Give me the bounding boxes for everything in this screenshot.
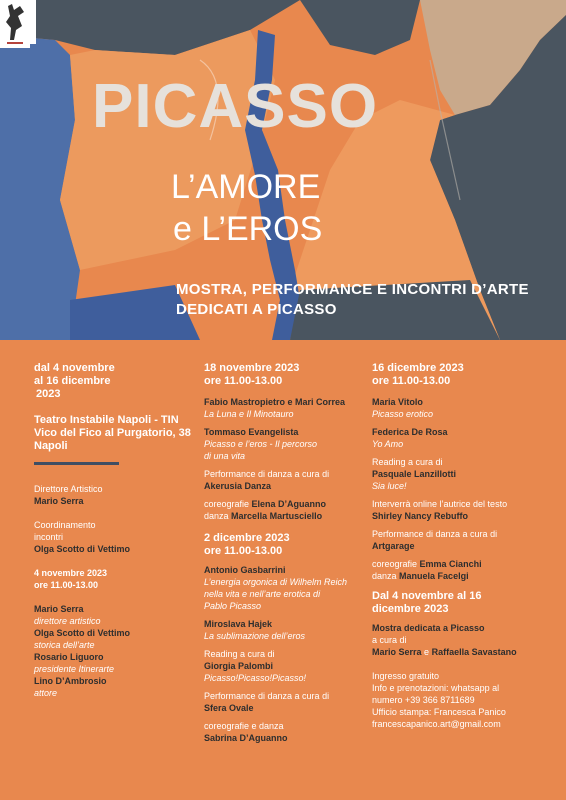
exhibit-dates-line2: dicembre 2023 (372, 603, 449, 615)
exhibit-curated: a cura di (372, 635, 407, 645)
artistic-director-label: Direttore Artistico (34, 484, 103, 494)
dec16-speaker2: Federica De Rosa (372, 427, 448, 437)
tagline-line2: DEDICATI A PICASSO (176, 301, 337, 318)
dec16-reading-title: Sia luce! (372, 481, 407, 491)
tagline-line1: MOSTRA, PERFORMANCE E INCONTRI D’ARTE (176, 281, 529, 298)
dec16-author-name: Shirley Nancy Rebuffo (372, 511, 469, 521)
dec16-time: ore 11.00-13.00 (372, 375, 451, 387)
right-column (372, 362, 537, 730)
left-column (34, 362, 194, 401)
info-line5: francescapanico.art@gmail.com (372, 719, 501, 729)
nov18-speaker2: Tommaso Evangelista (204, 427, 299, 437)
dec2-talk1-line1: L’energia orgonica di Wilhelm Reich (204, 577, 347, 587)
dec2-date: 2 dicembre 2023 (204, 532, 290, 544)
dec16-dancer-label: danza (372, 571, 397, 581)
dec2-choreo-name: Sabrina D’Aguanno (204, 733, 288, 743)
speaker-name: Mario Serra (34, 604, 84, 614)
dec16-dance-label: Performance di danza a cura di (372, 529, 498, 539)
info-line3: numero +39 366 8711689 (372, 695, 475, 705)
artistic-director-name: Mario Serra (34, 496, 84, 506)
middle-column (204, 362, 369, 744)
dec2-talk2: La sublimazione dell’eros (204, 631, 306, 641)
venue-line1: Teatro Instabile Napoli - TIN (34, 414, 179, 426)
dec16-date: 16 dicembre 2023 (372, 362, 464, 374)
speaker-name: Lino D’Ambrosio (34, 676, 107, 686)
nov18-dancer-label: danza (204, 511, 229, 521)
nov18-talk2-line2: di una vita (204, 451, 246, 461)
nov18-time: ore 11.00-13.00 (204, 375, 283, 387)
dec2-dance-name: Sfera Ovale (204, 703, 254, 713)
subtitle-line1: L’AMORE (171, 168, 321, 206)
nov18-talk2-line1: Picasso e l’eros - Il percorso (204, 439, 318, 449)
info-line1: Ingresso gratuito (372, 671, 440, 681)
hero-artwork (0, 0, 566, 340)
dec16-talk2: Yo Amo (372, 439, 404, 449)
speaker-name: Rosario Liguoro (34, 652, 104, 662)
nov18-choreo-label: coreografie (204, 499, 250, 509)
dec2-talk1-line2: nella vita e nell’arte erotica di (204, 589, 321, 599)
exhibit-curator1: Mario Serra (372, 647, 422, 657)
dates-line2: al 16 dicembre (34, 375, 111, 387)
dec2-speaker1: Antonio Gasbarrini (204, 565, 286, 575)
dec2-talk1-line3: Pablo Picasso (204, 601, 262, 611)
credits-block (34, 483, 204, 699)
event-time: ore 11.00-13.00 (34, 580, 99, 590)
dec2-time: ore 11.00-13.00 (204, 545, 283, 557)
dec2-reading-label: Reading a cura di (204, 649, 275, 659)
coordination-name: Olga Scotto di Vettimo (34, 544, 131, 554)
dec2-reading-title: Picasso!Picasso!Picasso! (204, 673, 307, 683)
venue-line3: Napoli (34, 440, 68, 452)
dec16-choreo-name: Emma Cianchi (419, 559, 482, 569)
venue-line2: Vico del Fico al Purgatorio, 38 (34, 427, 191, 439)
speaker-name: Olga Scotto di Vettimo (34, 628, 131, 638)
exhibit-title: Mostra dedicata a Picasso (372, 623, 485, 633)
nov18-speaker1: Fabio Mastropietro e Mari Correa (204, 397, 346, 407)
dec2-reading-name: Giorgia Palombi (204, 661, 274, 671)
coordination-label2: incontri (34, 532, 64, 542)
dec16-reading-name: Pasquale Lanzillotti (372, 469, 457, 479)
speaker-role: direttore artistico (34, 616, 101, 626)
dates-line3: 2023 (36, 388, 61, 400)
event-date: 4 novembre 2023 (34, 568, 108, 578)
dec16-speaker1: Maria Vitolo (372, 397, 423, 407)
speaker-role: attore (34, 688, 58, 698)
info-line2: Info e prenotazioni: whatsapp al (372, 683, 500, 693)
divider (34, 462, 119, 465)
venue-block (34, 414, 224, 453)
speaker-role: presidente Itinerarte (34, 664, 115, 674)
subtitle-line2: e L’EROS (173, 210, 323, 248)
dec2-choreo-label: coreografie e danza (204, 721, 284, 731)
dec16-dance-name: Artgarage (372, 541, 415, 551)
speaker-role: storica dell’arte (34, 640, 95, 650)
nov18-date: 18 novembre 2023 (204, 362, 300, 374)
exhibit-and: e (424, 647, 430, 657)
dec16-talk1: Picasso erotico (372, 409, 434, 419)
dec16-author-label: Interverrà online l’autrice del testo (372, 499, 508, 509)
tagline (176, 280, 529, 320)
info-line4: Ufficio stampa: Francesca Panico (372, 707, 506, 717)
nov18-choreo-name: Elena D’Aguanno (251, 499, 327, 509)
nov18-dance-label: Performance di danza a cura di (204, 469, 330, 479)
nov18-dance-company: Akerusia Danza (204, 481, 272, 491)
dec2-speaker2: Miroslava Hajek (204, 619, 273, 629)
dates-line1: dal 4 novembre (34, 362, 115, 374)
nov18-talk1: La Luna e Il Minotauro (204, 409, 294, 419)
dec2-dance-label: Performance di danza a cura di (204, 691, 330, 701)
exhibit-dates-line1: Dal 4 novembre al 16 (372, 590, 482, 602)
exhibit-curator2: Raffaella Savastano (431, 647, 517, 657)
dec16-choreo-label: coreografie (372, 559, 418, 569)
dec16-dancer-name: Manuela Facelgi (399, 571, 469, 581)
nov18-dancer-name: Marcella Martusciello (231, 511, 323, 521)
dec16-reading-label: Reading a cura di (372, 457, 443, 467)
coordination-label1: Coordinamento (34, 520, 96, 530)
theatre-logo (0, 0, 30, 48)
page-title: PICASSO (92, 72, 379, 141)
